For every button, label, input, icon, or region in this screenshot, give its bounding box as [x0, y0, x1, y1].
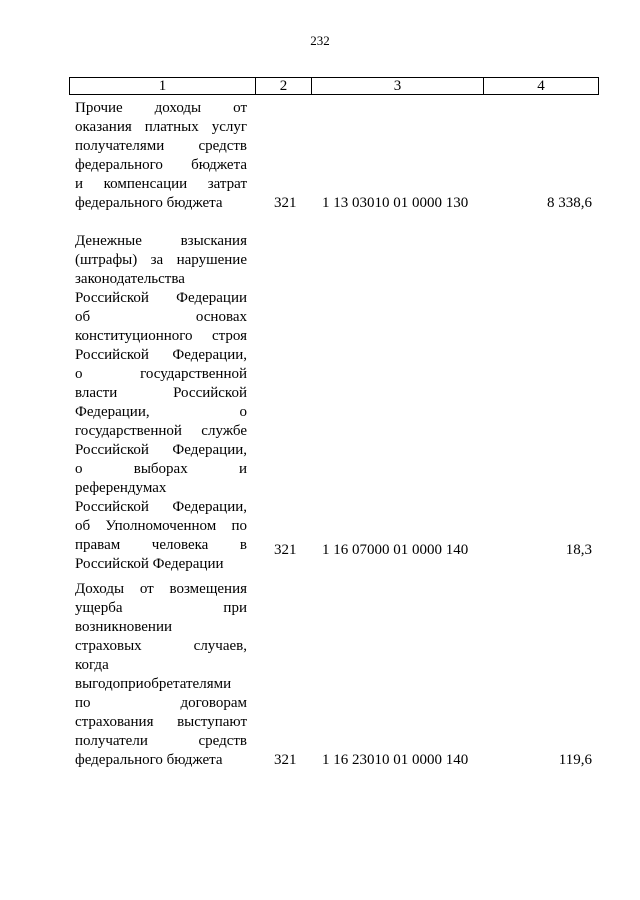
row-kbk-code: 1 13 03010 01 0000 130 [322, 195, 469, 211]
column-header-table [69, 77, 599, 95]
row-description: Доходы от возмещения ущерба при возникновении страховых случаев, когда выгодоприобретателями по договорам страхования выступают получатели средств федерального бюджета [75, 581, 247, 768]
row-amount: 8 338,6 [547, 195, 592, 211]
row-kbk-code: 1 16 07000 01 0000 140 [322, 542, 469, 558]
row-amount: 18,3 [565, 542, 592, 558]
row-kbk-code: 1 16 23010 01 0000 140 [322, 752, 469, 768]
row-admin-code: 321 [274, 195, 297, 211]
row-description: Прочие доходы от оказания платных услуг получателями средств федерального бюджета и компенсации затрат федерального бюджета [75, 100, 247, 211]
row-admin-code: 321 [274, 542, 297, 558]
column-header-4: 4 [484, 78, 599, 95]
row-description: Денежные взыскания (штрафы) за нарушение законодательства Российской Федерации об основах конституционного строя Российской Федерации, о государственной власти Российской Федерации, о государственной службе Российской Федерации, о выборах и референдумах Российской Федерации, об Уполномоченном по правам человека в Российской Федерации [75, 233, 247, 572]
column-header-2: 2 [256, 78, 312, 95]
row-amount: 119,6 [558, 752, 592, 768]
column-header-3: 3 [312, 78, 484, 95]
row-admin-code: 321 [274, 752, 297, 768]
column-header-1: 1 [70, 78, 256, 95]
page-number: 232 [310, 33, 330, 48]
column-header-row [70, 78, 599, 95]
